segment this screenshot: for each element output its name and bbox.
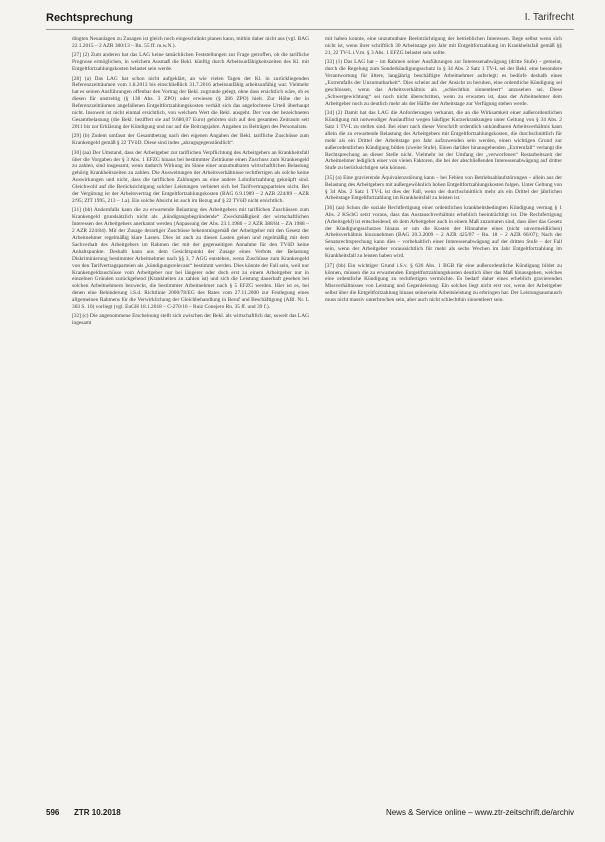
paragraph: [36] (aa) Schon die soziale Rechtfertigung einer ordentlichen krankheitsbedingten Kündigung vermag § 1 Abs. 2 KSchG setzt voraus, dass das Austauschverhältnis erheblich beeinträchtigt ist. Die Rechtfertigung (Arbeitsgeld) ist entscheidend; ob dem Arbeitgeber auch in einem Maß zuzumuten sind, dass über das Gesetz der Kündigungsschutzes hinaus er um die Kosten der Hinnahme eines (nicht unvermeidlichen) Arbeitsverhältnis hinzunehmen (BAG 20.3.2009 – 2 AZR 425/07 – Rn. 18 – 2 AZR 66/07); Nach der Senatsrechtsprechung kann dies – vorbehaltlich einer Interessenabwägung auf der dritten Stufe – der Fall sein, wenn der Arbeitgeber voraussichtlich für mehr als sechs Wochen im Jahr Entgeltfortzahlung im Krankheitsfall zu leisten haben wird. bbox=[325, 204, 562, 260]
paragraph: mit haben konnte, eine unzumutbare Beeinträchtigung der betrieblichen Interessen. Bege selbst wenn sich nicht ist, wenn ihrer schriftlich 30 Arbeitstage pro Jahr mit Entgeltfortzahlung im Krankheitsfall gemäß §§ 21, 22 TV-L i.V.m. § 3 Abs. 1 EFZG belastet sein sollte. bbox=[325, 36, 562, 56]
journal-issue: ZTR 10.2018 bbox=[74, 808, 121, 817]
section-title: Rechtsprechung bbox=[46, 12, 133, 24]
paragraph: [31] (bb) Andernfalls kann die zu erwartende Belastung des Arbeitgebers mit tariflichen Zuschüssen zum Krankengeld grundsätzlich nicht als „kündigungsbegründende“ Zweckmäßigkeit der wirtschaftlichen Interessen des Arbeitgebers anerkannt werden (Anpassung der Abs. 23.1.1986 – 2 AZR 388/84 – ZA 1988 – 2 AZR 224/84). Mit der Zusage derartiger Zuschüsse bekenntnisgemäß der Arbeitgeber mit den Gesetz der Arbeitnehmer regelmäßig klare Lasten. Dies ist auch zu diesen Lasten gehen und regelmäßig mit dem Sachverhalt des Arbeitgebers im Rahmen der mit der gegenseitigen Annahme für den TVöD keine Anhaltspunkte. Deshalb kann aus dem Gesichtspunkt der Zusage eines Verbots der Belastung Diskriminierung bestimmter Arbeitnehmer nach §§ 3, 7 AGG entstehen, wenn Zuschüsse zum Krankengeld von den Tarifvertragsparteien als „kündigungsrelevant“ bestimmt werden. Dies könnte der Fall sein, weil nur Krankengeldzuschüsse vom Arbeitgeber nur bei längerer oder doch erst zu einem Arbeitgeber nur in einzelnen Gründen zurückgehend (Krankheiten zu zahlen ist) und sich die Leistung dauerhaft gesehen bei solchen Arbeitnehmern bezweckt, die bestimmter Arbeitnehmer nach § 5 EFZG werden. Hier ist es, bei denen eine Behinderung i.S.d. Richtlinie 2000/78/EG des Rates vom 27.11.2000 zur Festlegung eines allgemeinen Rahmens für die Verwirklichung der Gleichbehandlung in Beruf und Beschäftigung (ABl. Nr. L 303 S. 16) vorliegt (vgl. EuGH 18.1.2018 – C-270/16 – Ruiz Conejero Rn. 35 ff. und 39 f.). bbox=[72, 207, 309, 311]
page-number: 596 bbox=[46, 808, 60, 817]
paragraph: [28] (a) Das LAG hat schon nicht aufgeklärt, an wie vielen Tagen der Kl. in zurückliegenden Referenzzeiträumen vom 1.8.2013 bis einschließlich 31.7.2016 arbeitsunfähig arbeitsunfähig war. Vielmehr hat es seinen Ausführungen offenbar den Vortrag der Bekl. zugrunde gelegt, ohne dass ersichtlich wäre, ob es diesen für unstreitig (§ 138 Abs. 3 ZPO) oder erwiesen (§ 286 ZPO) hielt. Zur Höhe der in Referenzzeiträumen angefallenen Entgeltfortzahlungskosten verhält sich das angefochtene Urteil überhaupt nicht. Insoweit ist nicht einmal ersichtlich, von welchem Wert die Bekl. ausgeht. Der von der bezeichneten Gesamtbelastung (die Bekl. beziffert sie auf 9.680,07 Euro) gehörten sich auf den gesamten Zeitraum seit 2011 bis zur Erklärung der Kündigung und nur auf die Beitragsjahre. Angaben zu Beiträgen des Personalrats. bbox=[72, 75, 309, 130]
paragraph: dingten Neuanlagen zu Zusagen ist gleich noch eingeschränkt planen kann, mithin daher nicht aus (vgl. BAG 22.1.2015 – 2 AZR 380/13 – Rn. 55 ff. m.w.N.). bbox=[72, 36, 309, 49]
right-text-column bbox=[325, 36, 562, 790]
paragraph: [27] (2) Zum anderen hat das LAG keine tatsächlichen Feststellungen zur Frage getroffen, ob die tarifliche Prognose ermöglichen, in welchem Ausmaß die Bekl. künftig durch Arbeitsunfähigkeitszeiten des Kl. mit Entgeltfortzahlungskosten belastet sein werde. bbox=[72, 52, 309, 73]
paragraph: [29] (b) Zudem umfasst der Gesamtbetrag nach den eigenen Angaben der Bekl. tarifliche Zuschüsse zum Krankengeld gemäß § 22 TVöD. Diese sind indes „abzugsgegenständlich“. bbox=[72, 133, 309, 147]
website-link[interactable]: News & Service online – www.ztr-zeitschrift.de/archiv bbox=[385, 808, 574, 817]
paragraph: [33] (1) Das LAG hat – im Rahmen seiner Ausführungen zur Interessenabwägung (dritte Stufe) – gemeint, durch die Regelung zum Sonderkündigungsschutz in § 34 Abs. 2 Satz 1 TV-L sei der Bekl. eine besondere Verantwortung für ältere, langjährig beschäftigte Arbeitnehmer auferlegt; es bedürfe deshalb eines „Extremfalls der Unzumutbarkeit“. Dies scheint auf der Ansicht zu beruhen, eine ordentliche Kündigung sei geschlossen, wenn das Arbeitsverhältnis als „schlechthin sinnentleert“ anzusehen sei. Diese „Schwergewichtung“ sei noch nicht überschritten, wenn zu erwarten ist, dass der Arbeitnehmer dem Arbeitgeber noch zu deutlich mehr als der Hälfte der Arbeitstage zur Verfügung stehen werde. bbox=[325, 59, 562, 107]
running-header bbox=[46, 10, 574, 30]
paragraph: [32] (c) Die angenommene Erscheinung stellt sich zwischen der Bekl. als wirtschaftlich dar, soweit das LAG ingesamt bbox=[72, 313, 309, 327]
paragraph: [30] (aa) Der Umstand, dass der Arbeitgeber zur tariflichen Verpflichtung des Arbeitgebers an Krankheitsfall über die Vorgaben der § 3 Abs. 1 EFZG hinaus bei bestimmter Zeiträume einen Zuschuss zum Krankengeld zu zahlen, sind insgesamt, wenn dadurch Wirkung im Sinne einer unzumutbaren wirtschaftlichen Belastung gehörig Krankheitszeiten zu zahlen. Die Ausweitungen der Arbeitsverhältnisse rechtfertigen als solche keine Auswirkungen und nicht, dass die tariflichen Zahlungen an eine andere Lohnfortzahlung geknüpft sind. Gleichwohl auf die Berücksichtigung solcher Leistungen verbietet sich bei Tarifvertragsparteien nicht. Bei der Vergütung ist der Arbeitsvertrag der Entgeltfortzahlungskosten (BAG 6.9.1989 – 2 AZR 224/89 – AZR 2/95; ZfT 1995, 213 – 1.a). Ein solche Absicht ist auch im Bezug auf § 22 TVöD nicht ersichtlich. bbox=[72, 149, 309, 204]
paragraph: [35] (a) Eine gravierende Äquivalenzstörung kann – bei Fehlen von Betriebsablaufstörungen – allein aus der Belastung des Arbeitgebers mit außergewöhnlich hohen Entgeltfortzahlungskosten folgen. Unter Geltung von § 34 Abs. 2 Satz 1 TV-L ist dies der Fall, wenn der durchschnittlich mehr als ein Drittel der jährlichen Arbeitstage Entgeltfortzahlung im Krankheitsfall zu leisten ist. bbox=[325, 174, 562, 202]
paragraph: [37] (bb) Ein wichtiger Grund i.S.v. § 626 Abs. 1 BGB für eine außerordentliche Kündigung bildet zu können, müssen die zu erwartenden Entgeltfortzahlungskosten deutlich über das Maß hinausgehen, welches eine ordentliche Kündigung zu rechtfertigen vermöchte. Es bedarf daher eines erheblich gravierenden Missverhältnisses von Leistung und Gegenleistung. Ein solches liegt nicht erst vor, wenn der Arbeitgeber selbst über die Entgeltfortzahlung hinaus seinerseits Arbeitsleistung zu erbringen hat. Der Leistungsaustausch muss nicht massiv unterbrochen sein, aber auch nicht schlechthin sinnentleert sein. bbox=[325, 262, 562, 304]
paragraph: [34] (2) Damit hat das LAG die Anforderungen verkannt, die an die Wirksamkeit einer außerordentlichen Kündigung mit notwendiger Auslauffrist wegen häufiger Kurzerkrankungen unter Geltung von § 34 Abs. 2 Satz 1 TV-L zu stellen sind. Bei einer nach dieser Vorschrift ordentlich unkündbaren Arbeitsverhältnis kann allein die zu erwartende Belastung des Arbeitgebers mit Entgeltfortzahlungskosten, die durchschnittlich für mehr als ein Drittel der Arbeitstage pro Jahr aufzuwenden sein werden, einen wichtigen Grund zur außerordentlichen Kündigung bilden (zweite Stufe). Einen darüber hinausgehenden „Extremfall“ verlangt die Rechtsprechung an dieser Stelle nicht. Vielmehr ist der Umfang der „verworfenen“ Restarbeitszeit der Arbeitnehmer lediglich einer von vielen Faktoren, die bei der abschließenden Interessenabwägung auf dritter Stufe zu berücksichtigen sein können. bbox=[325, 110, 562, 172]
left-text-column bbox=[72, 36, 309, 790]
page-footer bbox=[46, 806, 574, 820]
subsection-title: I. Tarifrecht bbox=[524, 12, 574, 23]
